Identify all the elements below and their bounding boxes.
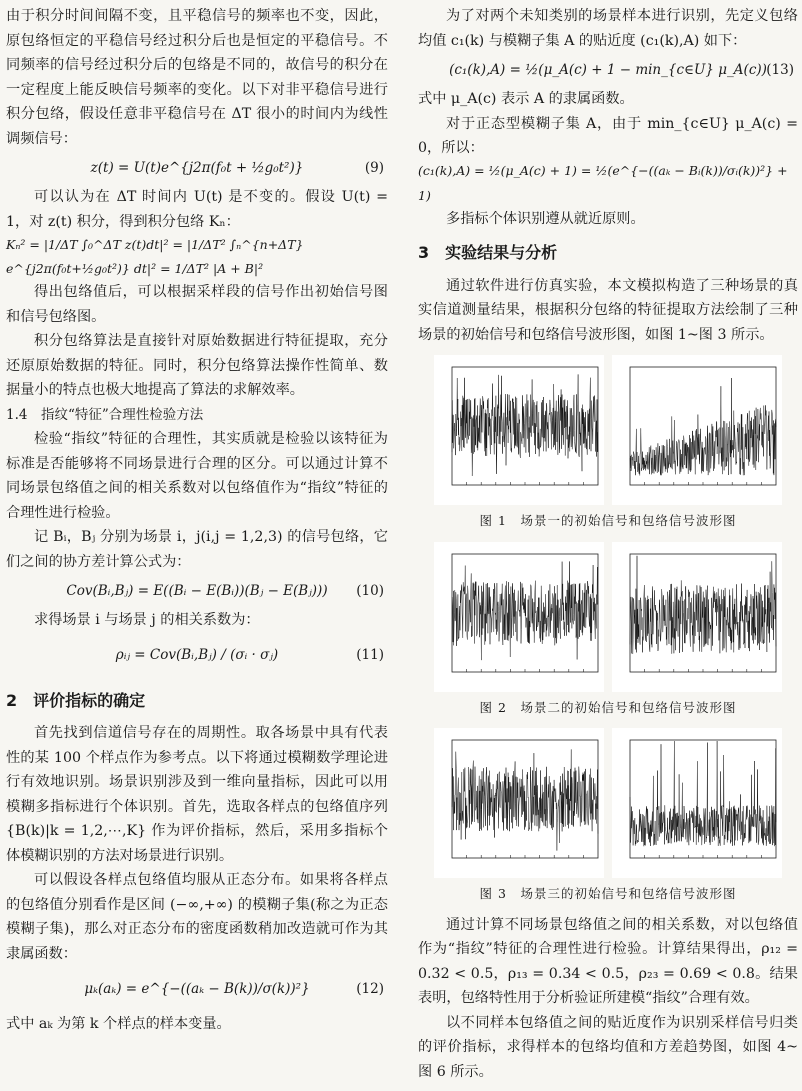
equation-body: (c₁(k),A) = ½(μ_A(c) + 1 − min_{c∈U} μ_A(c)) [449, 61, 767, 78]
signal-waveform [452, 749, 598, 850]
paragraph: 式中 aₖ 为第 k 个样点的样本变量。 [6, 1016, 231, 1032]
paragraph: 积分包络算法是直接针对原始数据进行特征提取，充分还原原始数据的特征。同时，积分包络算法操作性简单、数据量小的特点也极大地提高了算法的求解效率。 [6, 333, 388, 398]
equation-11 [6, 633, 388, 679]
figure-3 [418, 728, 798, 878]
paragraph: 首先找到信道信号存在的周期性。取各场景中具有代表性的某 100 个样点作为参考点。以下将通过模糊数学理论进行有效地识别。场景识别涉及到一维向量指标，因此可以用模糊多指标进行个体识别。首先，选取各样点的包络值序列 {B(k)|k = 1,2,⋯,K} 作为评价指标，然后，采用多指标个体模糊识别的方法对场景进行识别。 [6, 725, 388, 864]
paragraph: 为了对两个未知类别的场景样本进行识别，先定义包络均值 c₁(k) 与模糊子集 A 的贴近度 (c₁(k),A) 如下： [418, 8, 798, 49]
paragraph: 对于正态型模糊子集 A，由于 min_{c∈U} μ_A(c) = 0，所以： [418, 115, 798, 156]
equation-body: Cov(Bᵢ,Bⱼ) = E((Bᵢ − E(Bᵢ))(Bⱼ − E(Bⱼ))) [66, 582, 328, 599]
paragraph: 可以认为在 ΔT 时间内 U(t) 是不变的。假设 U(t) = 1，对 z(t) 积分，得到积分包络 Kₙ： [6, 189, 388, 230]
paragraph: 式中 μ_A(c) 表示 A 的隶属函数。 [418, 91, 634, 107]
equation-number: (12) [356, 980, 384, 997]
signal-waveform [630, 741, 776, 846]
signal-plot-svg [434, 542, 604, 692]
equation-14 [418, 161, 798, 207]
equation-12 [6, 966, 388, 1012]
equation-body: μₖ(aₖ) = e^{−((aₖ − B(k))/σ(k))²} [84, 980, 310, 997]
plot-envelope-signal [612, 542, 782, 692]
equation-13 [418, 53, 798, 87]
equation-number: (10) [356, 582, 384, 599]
paragraph: 由于积分时间间隔不变，且平稳信号的频率也不变，因此，原包络恒定的平稳信号经过积分后也是恒定的平稳信号。不同频率的信号经过积分后的包络是不同的，故信号的积分在一定程度上能反映信号频率的变化。以下对非平稳信号进行积分包络，假设任意非平稳信号在 ΔT 很小的时间内为线性调频信号： [6, 8, 388, 147]
paragraph: 得出包络值后，可以根据采样段的信号作出初始信号图和信号包络图。 [6, 284, 388, 325]
plot-envelope-signal [612, 355, 782, 505]
signal-waveform [452, 561, 598, 660]
equation-number: (11) [356, 647, 384, 664]
paragraph: 记 Bᵢ，Bⱼ 分别为场景 i，j(i,j = 1,2,3) 的信号包络，它们之间的协方差计算公式为： [6, 529, 388, 570]
plot-initial-signal [434, 355, 604, 505]
figure-1 [418, 355, 798, 505]
paragraph: 通过计算不同场景包络值之间的相关系数，对以包络值作为“指纹”特征的合理性进行检验。计算结果得出，ρ₁₂ = 0.32 < 0.5，ρ₁₃ = 0.34 < 0.5，ρ₂₃ = 0.69 < 0.8。结果表明，包络特性用于分析验证所建模“指纹”合理有效。 [418, 916, 798, 1006]
equation-body: ρᵢⱼ = Cov(Bᵢ,Bⱼ) / (σᵢ · σⱼ) [115, 647, 279, 664]
paragraph: 以不同样本包络值之间的贴近度作为识别采样信号归类的评价指标，求得样本的包络均值和方差趋势图，如图 4~图 6 所示。 [418, 1014, 798, 1080]
equation-number: (13) [766, 61, 794, 78]
signal-plot-svg [434, 355, 604, 505]
equation-body: Kₙ² = |1/ΔT ∫₀^ΔT z(t)dt|² = |1/ΔT² ∫ₙ^{n+ΔT} e^{j2π(f₀t+½g₀t²)} dt|² = 1/ΔT² |A + B|² [6, 236, 304, 276]
equation-body: (c₁(k),A) = ½(μ_A(c) + 1) = ½(e^{−((aₖ − Bᵢ(k))/σᵢ(k))²} + 1) [418, 163, 788, 203]
signal-waveform [452, 374, 598, 476]
equation-body: z(t) = U(t)e^{j2π(f₀t + ½g₀t²)} [90, 159, 304, 176]
paragraph: 通过软件进行仿真实验，本文模拟构造了三种场景的真实信道测量结果，根据积分包络的特征提取方法绘制了三种场景的初始信号和包络信号波形图，如图 1~图 3 所示。 [418, 277, 798, 343]
figure-caption: 图 1 场景一的初始信号和包络信号波形图 [479, 513, 737, 528]
plot-initial-signal [434, 728, 604, 878]
section-title: 3 实验结果与分析 [418, 243, 558, 262]
figure-caption: 图 2 场景二的初始信号和包络信号波形图 [479, 699, 737, 715]
plot-envelope-signal [612, 728, 782, 878]
equation-9 [6, 151, 388, 185]
figure-caption: 图 3 场景三的初始信号和包络信号波形图 [479, 886, 737, 901]
subsection-title: 1.4 指纹“特征”合理性检验方法 [6, 406, 204, 423]
signal-plot-svg [434, 728, 604, 878]
paragraph: 多指标个体识别遵从就近原则。 [446, 210, 645, 227]
paragraph: 可以假设各样点包络值均服从正态分布。如果将各样点的包络值分别看作是区间 (−∞,+∞) 的模糊子集(称之为正态模糊子集)，那么对正态分布的密度函数稍加改造就可作为其隶属函数： [6, 872, 388, 962]
signal-plot-svg [612, 728, 782, 878]
equation-k [6, 234, 388, 280]
signal-plot-svg [612, 355, 782, 505]
plot-initial-signal [434, 542, 604, 692]
equation-10 [6, 574, 388, 608]
right-column [418, 4, 798, 1084]
signal-waveform [630, 378, 776, 476]
paragraph: 检验“指纹”特征的合理性，其实质就是检验以该特征为标准是否能够将不同场景进行合理的区分。可以通过计算不同场景包络值之间的相关系数对以包络值作为“指纹”特征的合理性进行检验。 [6, 431, 388, 521]
section-title: 2 评价指标的确定 [6, 690, 146, 710]
left-column [6, 4, 388, 1037]
equation-number: (9) [364, 159, 384, 176]
signal-waveform [630, 555, 776, 653]
paragraph: 求得场景 i 与场景 j 的相关系数为： [34, 612, 260, 628]
figure-2 [418, 542, 798, 692]
signal-plot-svg [612, 542, 782, 692]
